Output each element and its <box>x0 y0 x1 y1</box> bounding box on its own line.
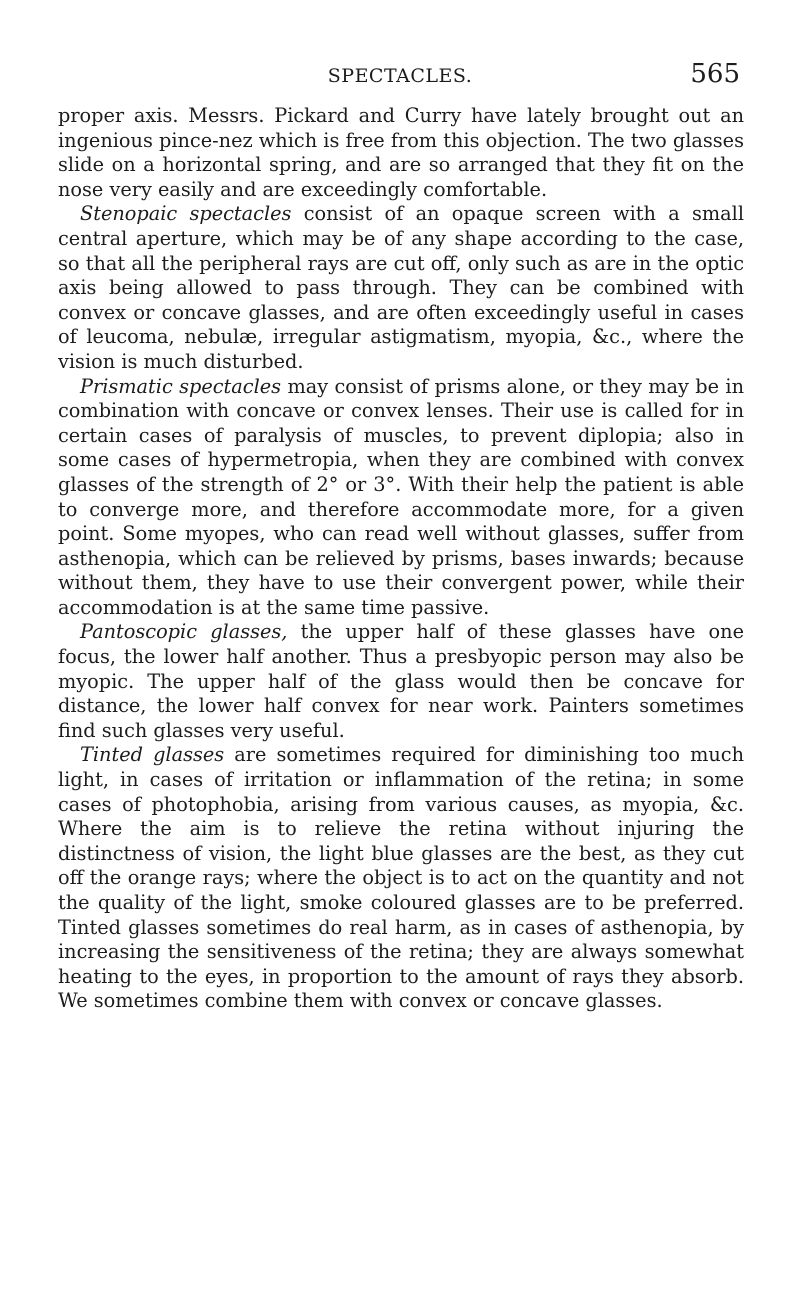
paragraph-text: are sometimes required for diminishing too much light, in cases of irritation or inflammation of the retina; in some cases of photophobia, arising from various causes, as myopia, &c. Where the aim is to relieve the retina without injuring the distinctness of vision, the light blue glasses are the best, as they cut off the orange rays; where the object is to act on the quantity and not the quality of the light, smoke coloured glasses are to be preferred. Tinted glasses sometimes do real harm, as in cases of asthenopia, by increasing the sensitiveness of the retina; they are always somewhat heating to the eyes, in proportion to the amount of rays they absorb. We sometimes combine them with convex or concave glasses. <box>58 743 744 1013</box>
paragraph <box>58 375 744 621</box>
page-number: 565 <box>690 59 740 89</box>
paragraph <box>58 620 744 743</box>
paragraph-text: the upper half of these glasses have one focus, the lower half another. Thus a presbyopic person may also be myopic. The upper half of the glass would then be concave for distance, the lower half convex for near work. Painters sometimes find such glasses very useful. <box>58 620 744 742</box>
paragraph <box>58 202 744 374</box>
body-text <box>58 104 744 1014</box>
running-head <box>60 59 740 92</box>
paragraph <box>58 743 744 1014</box>
paragraph-lead: Tinted glasses <box>80 743 225 767</box>
paragraph-lead: Prismatic spectacles <box>80 374 282 398</box>
running-title: SPECTACLES. <box>327 65 473 87</box>
paragraph-lead: Pantoscopic glasses, <box>80 620 288 644</box>
paragraph-text: proper axis. Messrs. Pickard and Curry have lately brought out an ingenious pince-nez which is free from this objection. The two glasses slide on a horizontal spring, and are so arranged that they fit on the nose very easily and are exceedingly comfortable. <box>58 104 744 201</box>
paragraph <box>58 104 744 202</box>
paragraph-text: may consist of prisms alone, or they may be in combination with concave or convex lenses. Their use is called for in certain cases of paralysis of muscles, to prevent diplopia; also in some cases of hypermetropia, when they are combined with convex glasses of the strength of 2° or 3°. With their help the patient is able to converge more, and therefore accommodate more, for a given point. Some myopes, who can read well without glasses, suffer from asthenopia, which can be relieved by prisms, bases inwards; because without them, they have to use their convergent power, while their accommodation is at the same time passive. <box>58 374 744 619</box>
paragraph-text: consist of an opaque screen with a small central aperture, which may be of any shape according to the case, so that all the peripheral rays are cut off, only such as are in the optic axis being allowed to pass through. They can be combined with convex or concave glasses, and are often exceedingly useful in cases of leucoma, nebulæ, irregular astigmatism, myopia, &c., where the vision is much disturbed. <box>58 202 744 373</box>
paragraph-lead: Stenopaic spectacles <box>80 202 292 226</box>
